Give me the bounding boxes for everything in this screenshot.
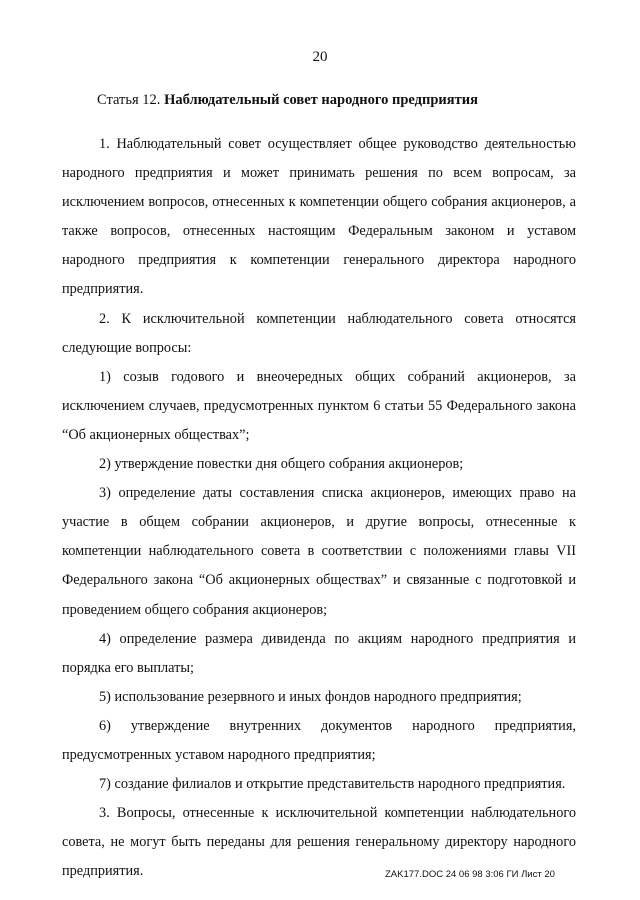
article-body (62, 130, 576, 886)
article-heading (97, 92, 577, 109)
list-item-5: 5) использование резервного и иных фондов народного предприятия; (99, 688, 522, 705)
list-item-4: 4) определение размера дивиденда по акциям народного предприятия и порядка его выплаты; (62, 630, 576, 676)
article-title: Наблюдательный совет народного предприятия (164, 92, 478, 108)
list-item-1: 1) созыв годового и внеочередных общих собраний акционеров, за исключением случаев, предусмотренных пунктом 6 статьи 55 Федерального закона “Об акционерных обществах”; (62, 368, 576, 443)
paragraph-2: 2. К исключительной компетенции наблюдательного совета относятся следующие вопросы: (62, 310, 576, 356)
list-item-2: 2) утверждение повестки дня общего собрания акционеров; (99, 456, 464, 473)
page-number: 20 (312, 49, 328, 65)
paragraph-3: 3. Вопросы, отнесенные к исключительной компетенции наблюдательного совета, не могут быть переданы для решения генеральному директору народного предприятия. (62, 805, 576, 880)
list-item-3: 3) определение даты составления списка акционеров, имеющих право на участие в общем собрании акционеров, и другие вопросы, отнесенные к компетенции наблюдательного совета в соответствии с положениями главы VII Федерального закона “Об акционерных обществах” и связанные с подготовкой и проведением общего собрания акционеров; (62, 485, 576, 618)
list-item-7: 7) создание филиалов и открытие представительств народного предприятия. (99, 776, 566, 793)
article-prefix: Статья 12. (97, 92, 161, 108)
paragraph-1: 1. Наблюдательный совет осуществляет общее руководство деятельностью народного предприятия и может принимать решения по всем вопросам, за исключением вопросов, отнесенных к компетенции общего собрания акционеров, а также вопросов, отнесенных настоящим Федеральным законом и уставом народного предприятия к компетенции генерального директора народного предприятия. (62, 136, 576, 298)
document-footer: ZAK177.DOC 24 06 98 3:06 ГИ Лист 20 (385, 869, 555, 880)
list-item-6: 6) утверждение внутренних документов народного предприятия, предусмотренных уставом народного предприятия; (62, 717, 576, 763)
